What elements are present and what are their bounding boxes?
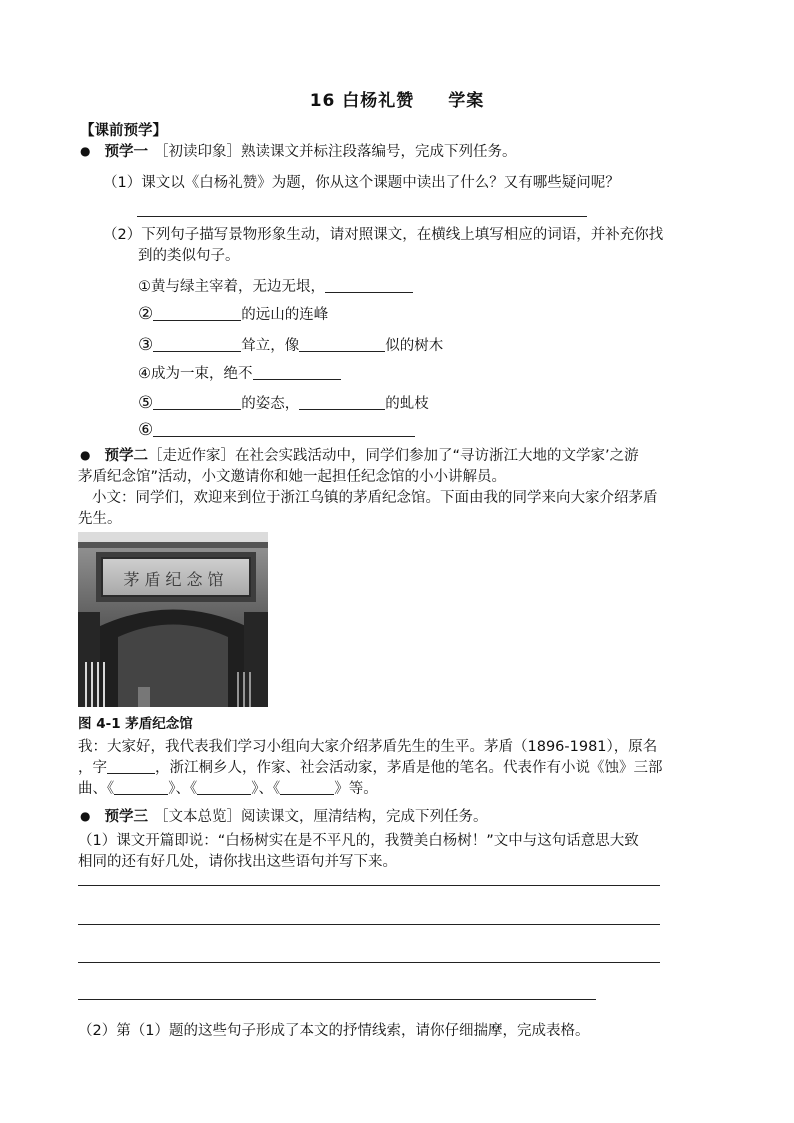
fill-blank[interactable] bbox=[153, 337, 241, 352]
task3-q1-line2: 相同的还有好几处，请你找出这些语句并写下来。 bbox=[78, 854, 397, 870]
item-4-text: ④成为一束，绝不 bbox=[138, 366, 253, 382]
me-line2 bbox=[78, 756, 663, 777]
memorial-hall-photo bbox=[78, 532, 268, 707]
fill-blank[interactable] bbox=[299, 337, 385, 352]
page-title bbox=[0, 86, 794, 111]
fill-blank[interactable] bbox=[153, 395, 241, 410]
item-1 bbox=[138, 275, 413, 296]
answer-line[interactable] bbox=[78, 885, 660, 886]
me-line3-c: 》、《 bbox=[251, 781, 281, 797]
item-2-num: ② bbox=[138, 304, 154, 324]
task1-q2-line2: 到的类似句子。 bbox=[138, 248, 240, 264]
me-line2-a: ，字 bbox=[78, 760, 107, 776]
task1-q1: （1）课文以《白杨礼赞》为题，你从这个课题中读出了什么？又有哪些疑问呢？ bbox=[103, 175, 620, 191]
item-3-num: ③ bbox=[138, 335, 154, 355]
task3-q2: （2）第（1）题的这些句子形成了本文的抒情线索，请你仔细揣摩，完成表格。 bbox=[78, 1023, 590, 1039]
fill-blank[interactable] bbox=[107, 759, 155, 774]
bullet-icon: ● bbox=[80, 144, 91, 158]
item-4 bbox=[138, 362, 341, 383]
task3-q1-line1: （1）课文开篇即说：“白杨树实在是不平凡的，我赞美白杨树！”文中与这句话意思大致 bbox=[78, 833, 639, 849]
task2-line1: ［走近作家］在社会实践活动中，同学们参加了“寻访浙江大地的文学家’之游 bbox=[147, 448, 639, 464]
task1-header bbox=[80, 140, 516, 161]
me-line3-b: 》、《 bbox=[168, 781, 198, 797]
fill-blank[interactable] bbox=[280, 780, 334, 795]
task3-label: 预学三 bbox=[104, 809, 148, 825]
me-line3 bbox=[78, 777, 378, 798]
fill-blank[interactable] bbox=[153, 422, 415, 437]
item-6 bbox=[138, 420, 415, 440]
sign-text: 茅盾纪念馆 bbox=[123, 570, 229, 589]
item-2 bbox=[138, 303, 328, 324]
item-1-text: ①黄与绿主宰着，无边无垠， bbox=[138, 279, 325, 295]
fill-blank[interactable] bbox=[153, 306, 241, 321]
me-line2-b: ，浙江桐乡人，作家、社会活动家，茅盾是他的笔名。代表作有小说《蚀》三部 bbox=[155, 760, 663, 776]
item-5-num: ⑤ bbox=[138, 393, 154, 413]
item-5-b: 的虬枝 bbox=[385, 396, 429, 412]
figure-caption: 图 4-1 茅盾纪念馆 bbox=[78, 716, 193, 732]
task1-text: ［初读印象］熟读课文并标注段落编号，完成下列任务。 bbox=[153, 144, 517, 160]
fill-blank[interactable] bbox=[253, 365, 341, 380]
me-line1: 我：大家好，我代表我们学习小组向大家介绍茅盾先生的生平。茅盾（1896-1981），原名 bbox=[78, 739, 658, 755]
xiaowen-line2: 先生。 bbox=[78, 511, 122, 527]
fill-blank[interactable] bbox=[299, 395, 385, 410]
title-main: 16 白杨礼赞 bbox=[309, 91, 415, 111]
answer-line[interactable] bbox=[137, 216, 587, 217]
answer-line[interactable] bbox=[78, 962, 660, 963]
item-5 bbox=[138, 392, 429, 413]
me-line3-d: 》等。 bbox=[334, 781, 378, 797]
fill-blank[interactable] bbox=[197, 780, 251, 795]
task1-q2-line1: （2）下列句子描写景物形象生动，请对照课文，在横线上填写相应的词语，并补充你找 bbox=[103, 227, 664, 243]
item-3 bbox=[138, 334, 443, 355]
fill-blank[interactable] bbox=[325, 278, 413, 293]
task1-label: 预学一 bbox=[104, 144, 148, 160]
section-heading: 【课前预学】 bbox=[80, 123, 167, 139]
task2-line2: 茅盾纪念馆”活动，小文邀请你和她一起担任纪念馆的小小讲解员。 bbox=[78, 469, 507, 485]
item-3-a: 耸立，像 bbox=[241, 338, 300, 354]
bullet-icon: ● bbox=[80, 809, 91, 823]
item-3-b: 似的树木 bbox=[385, 338, 444, 354]
task3-header bbox=[80, 805, 487, 826]
bullet-icon: ● bbox=[80, 448, 91, 462]
task2-header bbox=[80, 444, 639, 465]
item-2-text: 的远山的连峰 bbox=[241, 307, 329, 323]
task2-label: 预学二 bbox=[104, 448, 148, 464]
task3-text: ［文本总览］阅读课文，厘清结构，完成下列任务。 bbox=[153, 809, 488, 825]
fill-blank[interactable] bbox=[114, 780, 168, 795]
title-sub: 学案 bbox=[448, 91, 485, 111]
answer-line[interactable] bbox=[78, 924, 660, 925]
item-6-num: ⑥ bbox=[138, 420, 154, 440]
xiaowen-line1: 小文：同学们，欢迎来到位于浙江乌镇的茅盾纪念馆。下面由我的同学来向大家介绍茅盾 bbox=[92, 490, 658, 506]
answer-line[interactable] bbox=[78, 999, 596, 1000]
item-5-a: 的姿态， bbox=[241, 396, 300, 412]
me-line3-a: 曲、《 bbox=[78, 781, 115, 797]
